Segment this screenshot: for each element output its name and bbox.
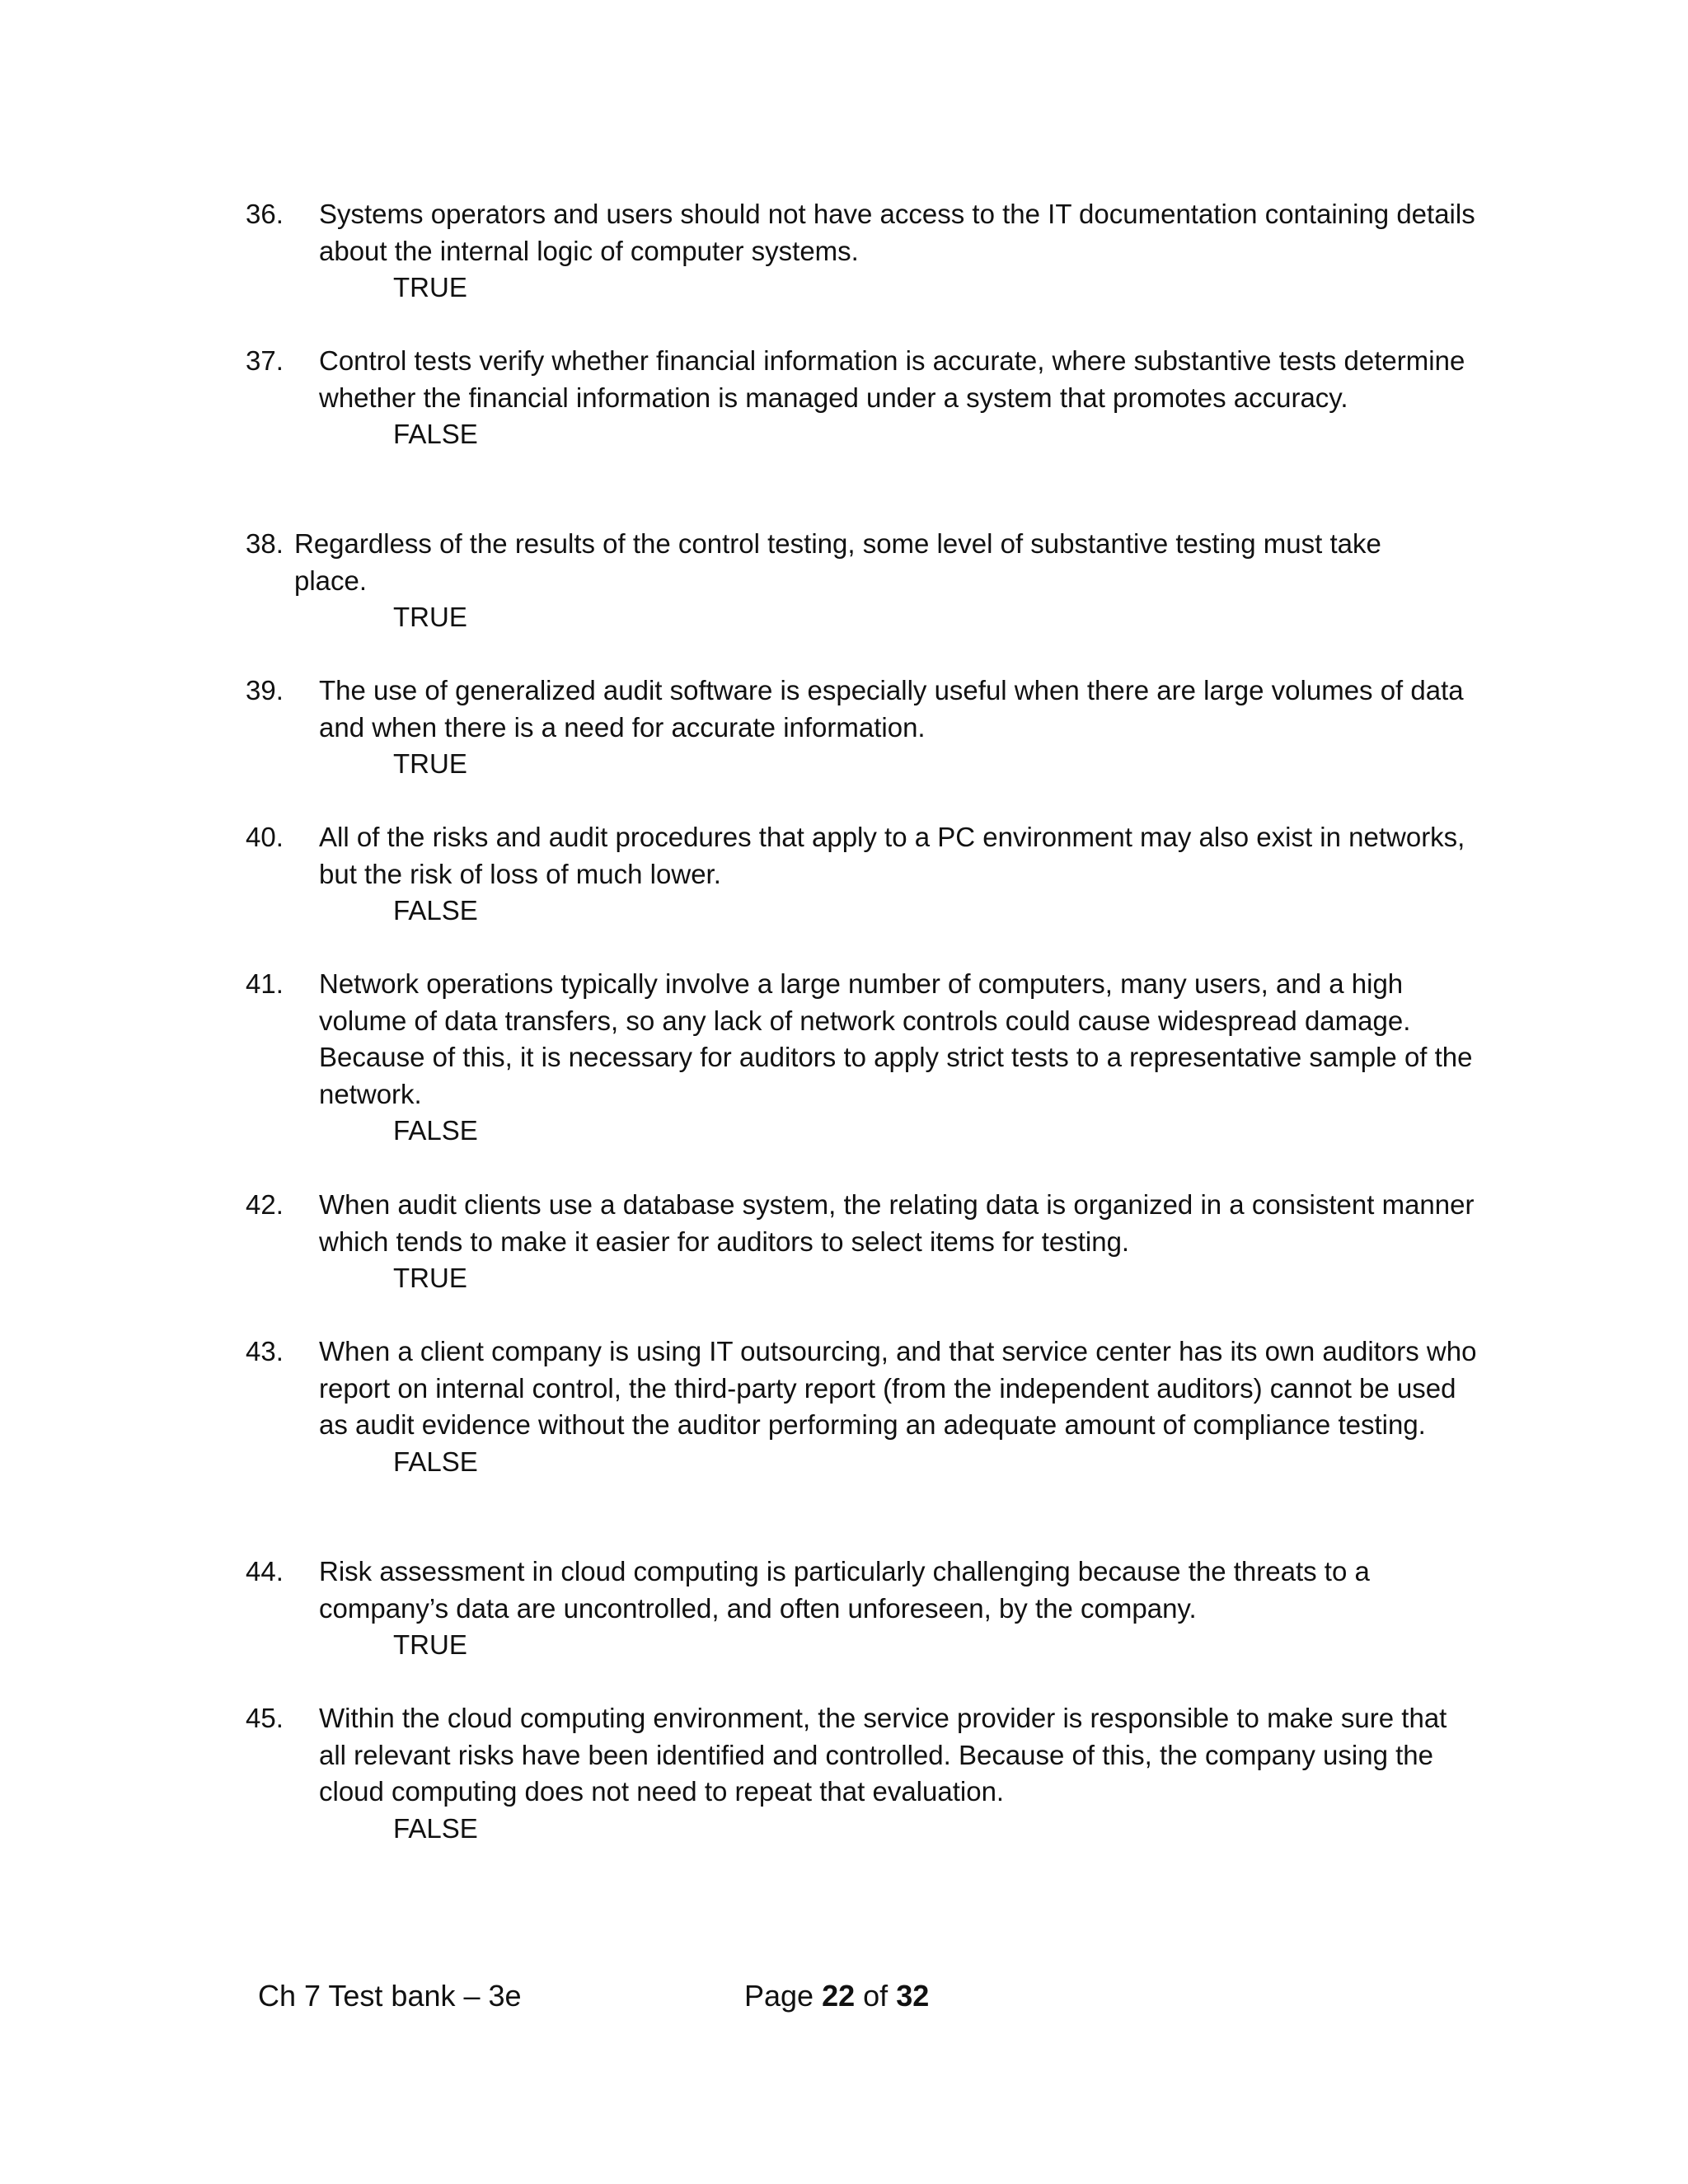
page-current: 22 — [822, 1979, 856, 2013]
question-number: 40. — [246, 822, 284, 852]
question-42 — [246, 1187, 1482, 1297]
question-text: When audit clients use a database system, the relating data is organized in a consistent manner which tends to make it easier for auditors to select items for testing. — [319, 1189, 1475, 1257]
question-answer: FALSE — [393, 1812, 478, 1844]
question-number: 42. — [246, 1189, 284, 1220]
question-answer: FALSE — [393, 419, 478, 449]
question-answer: FALSE — [393, 895, 478, 926]
question-number: 39. — [246, 675, 284, 705]
question-text: Risk assessment in cloud computing is particularly challenging because the threats to a company’s data are uncontrolled, and often unforeseen, by the company. — [319, 1556, 1370, 1624]
question-36 — [246, 196, 1482, 307]
question-text: Systems operators and users should not have access to the IT documentation containing details about the internal logic of computer systems. — [319, 199, 1475, 266]
footer-page-number — [744, 1976, 929, 2016]
question-number: 43. — [246, 1336, 284, 1366]
question-45 — [246, 1700, 1482, 1847]
question-39 — [246, 673, 1482, 783]
question-text: Network operations typically involve a large number of computers, many users, and a high volume of data transfers, so any lack of network controls could cause widespread damage. Because of this, it is necessary for auditors to apply strict tests to a representative sample of the network. — [319, 968, 1473, 1109]
question-answer: FALSE — [393, 1115, 478, 1146]
question-44 — [246, 1554, 1482, 1664]
page-separator: of — [863, 1979, 889, 2013]
question-41 — [246, 966, 1482, 1150]
page-total: 32 — [896, 1979, 930, 2013]
question-answer: TRUE — [393, 1629, 467, 1660]
question-number: 41. — [246, 968, 284, 999]
question-text: The use of generalized audit software is especially useful when there are large volumes of data and when there is a need for accurate information. — [319, 675, 1464, 743]
question-answer: TRUE — [393, 1263, 467, 1293]
question-text: Control tests verify whether financial information is accurate, where substantive tests determine whether the financial information is managed under a system that promotes accuracy. — [319, 345, 1465, 413]
question-number: 36. — [246, 199, 284, 229]
question-number: 45. — [246, 1703, 284, 1733]
question-number: 44. — [246, 1556, 284, 1586]
question-text: Regardless of the results of the control testing, some level of substantive testing must take place. — [294, 528, 1381, 596]
page-prefix: Page — [744, 1979, 814, 2013]
question-answer: TRUE — [393, 602, 467, 632]
question-number: 38. — [246, 528, 284, 559]
question-answer: FALSE — [393, 1446, 478, 1477]
question-43 — [246, 1333, 1482, 1480]
question-text: Within the cloud computing environment, the service provider is responsible to make sure that all relevant risks have been identified and controlled. Because of this, the company using the cloud computing does not need to repeat that evaluation. — [319, 1703, 1447, 1807]
question-38 — [246, 526, 1482, 636]
question-40 — [246, 819, 1482, 930]
question-number: 37. — [246, 345, 284, 376]
question-answer: TRUE — [393, 748, 467, 779]
question-text: When a client company is using IT outsourcing, and that service center has its own auditors who report on internal control, the third-party report (from the independent auditors) cannot be used as audit evidence without the auditor performing an adequate amount of compliance testing. — [319, 1336, 1477, 1440]
question-37 — [246, 343, 1482, 453]
question-text: All of the risks and audit procedures that apply to a PC environment may also exist in networks, but the risk of loss of much lower. — [319, 822, 1465, 889]
footer-title: Ch 7 Test bank – 3e — [258, 1979, 522, 2013]
question-answer: TRUE — [393, 272, 467, 302]
